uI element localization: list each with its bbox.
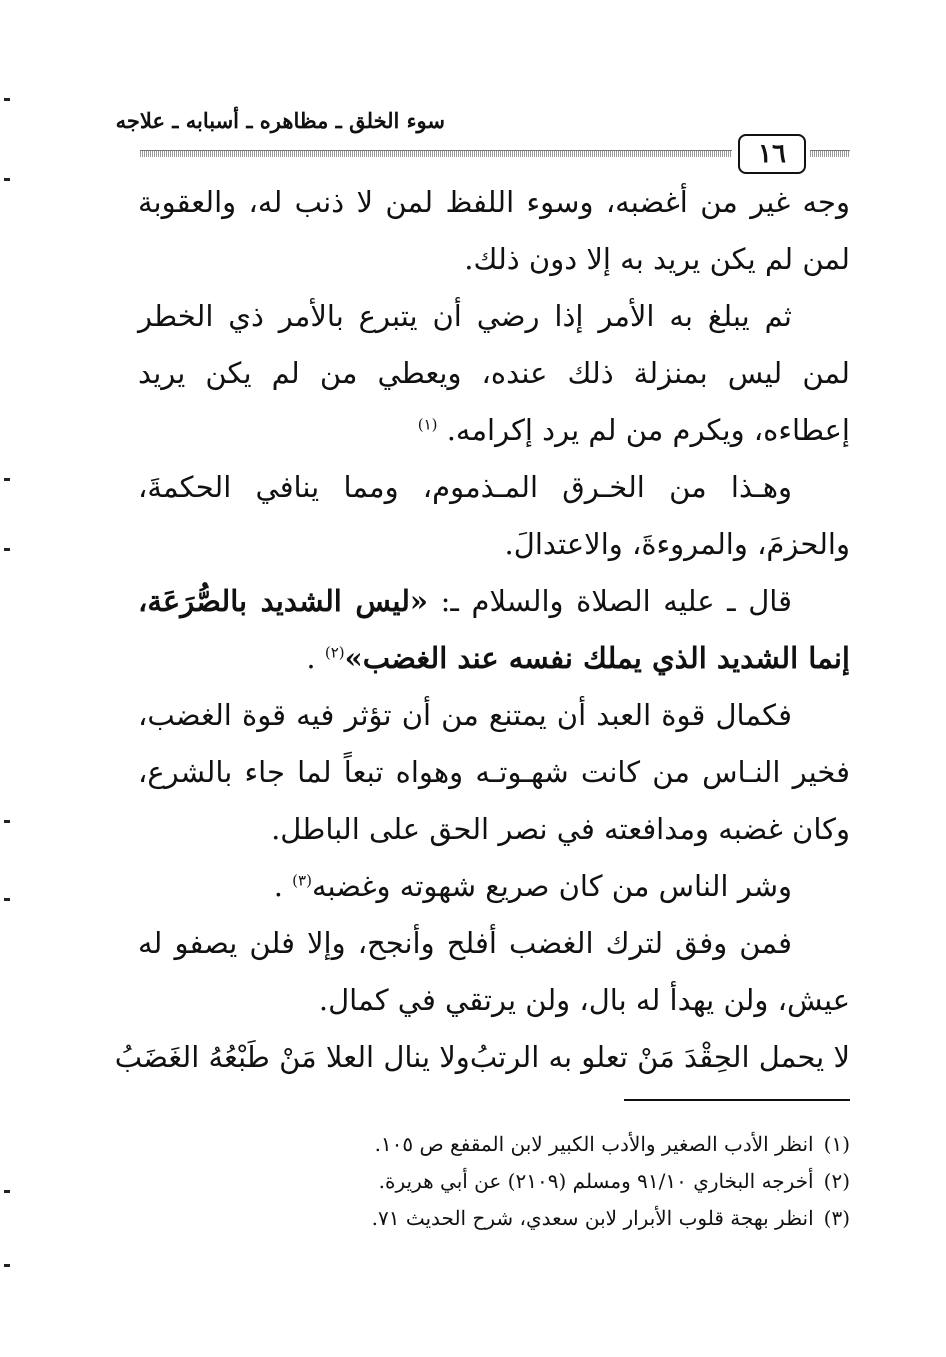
- footnote-1-text: انظر الأدب الصغير والأدب الكبير لابن المقفع ص ١٠٥.: [374, 1132, 814, 1156]
- verse-second-half: ولا ينال العلا مَنْ طَبْعُهُ الغَضَبُ: [114, 1040, 470, 1074]
- running-title: سوء الخلق ـ مظاهره ـ أسبابه ـ علاجه: [115, 108, 445, 133]
- paragraph-5: [138, 687, 850, 858]
- scan-edge-mark: [4, 1190, 10, 1193]
- header-rule-right: [810, 150, 850, 157]
- verse-first-half: لا يحمل الحِقْدَ مَنْ تعلو به الرتبُ: [469, 1040, 850, 1074]
- scan-edge-mark: [4, 178, 10, 181]
- footnotes: [280, 1126, 850, 1237]
- hadith-intro: قال ـ عليه الصلاة والسلام ـ:: [440, 584, 792, 618]
- hadith-quote: «ليس الشديد بالصُّرَعَة، إنما الشديد الذي يملك نفسه عند الغضب»: [138, 584, 850, 675]
- footnote-3-text: انظر بهجة قلوب الأبرار لابن سعدي، شرح الحديث ٧١.: [371, 1206, 814, 1230]
- header-rule-left: [140, 150, 732, 157]
- paragraph-5-text: فكمال قوة العبد أن يمتنع من أن تؤثر فيه قوة الغضب، فخير النـاس من كانت شهـوتـه وهواه تبعاً لما جاء بالشرع، وكان غضبه ومدافعته في نصر الحق على الباطل.: [138, 698, 850, 846]
- footnote-1: [280, 1126, 850, 1163]
- footnote-2-number: (٢): [823, 1169, 850, 1193]
- footnote-2: [280, 1163, 850, 1200]
- scan-edge-mark: [4, 820, 10, 823]
- paragraph-1-text: وجه غير من أغضبه، وسوء اللفظ لمن لا ذنب له، والعقوبة لمن لم يكن يريد به إلا دون ذلك.: [138, 185, 850, 276]
- paragraph-6-text: وشر الناس من كان صريع شهوته وغضبه: [311, 869, 792, 903]
- scan-edge-mark: [4, 478, 10, 481]
- footnote-separator: [624, 1099, 850, 1101]
- poetry-verse: [114, 1029, 850, 1086]
- paragraph-3: [138, 459, 850, 573]
- footnote-ref-3: (٣): [292, 871, 312, 890]
- scan-edge-mark: [4, 98, 10, 101]
- footnote-3-number: (٣): [823, 1206, 850, 1230]
- page-header: [115, 104, 850, 174]
- footnote-ref-1: (١): [417, 415, 438, 434]
- paragraph-4: قال ـ عليه الصلاة والسلام ـ: «ليس الشديد بالصُّرَعَة، إنما الشديد الذي يملك نفسه عند الغضب»$^{(٢)}$ .: [138, 584, 850, 675]
- main-text: [114, 174, 850, 1086]
- paragraph-2: [138, 288, 850, 459]
- footnote-2-text: أخرجه البخاري ٩١/١٠ ومسلم (٢١٠٩) عن أبي هريرة.: [378, 1169, 814, 1193]
- paragraph-1: [138, 174, 850, 288]
- paragraph-6: وشر الناس من كان صريع شهوته وغضبه$^{(٣)}$ .: [273, 869, 792, 903]
- paragraph-7-text: فمن وفق لترك الغضب أفلح وأنجح، وإلا فلن يصفو له عيش، ولن يهدأ له بال، ولن يرتقي في كمال.: [138, 926, 850, 1017]
- footnote-ref-2: (٢): [324, 643, 345, 662]
- paragraph-3-text: وهـذا من الخـرق المـذموم، ومما ينافي الحكمةَ، والحزمَ، والمروءةَ، والاعتدالَ.: [138, 470, 850, 561]
- scan-edge-mark: [4, 1264, 10, 1267]
- scan-edge-mark: [4, 898, 10, 901]
- scan-edge-mark: [4, 548, 10, 551]
- footnote-1-number: (١): [823, 1132, 850, 1156]
- page-number-box: ١٦: [738, 134, 806, 174]
- paragraph-7: [138, 915, 850, 1029]
- paragraph-2-text: ثم يبلغ به الأمر إذا رضي أن يتبرع بالأمر ذي الخطر لمن ليس بمنزلة ذلك عنده، ويعطي من لم يكن يريد إعطاءه، ويكرم من لم يرد إكرامه.: [138, 299, 850, 447]
- footnote-3: [280, 1200, 850, 1237]
